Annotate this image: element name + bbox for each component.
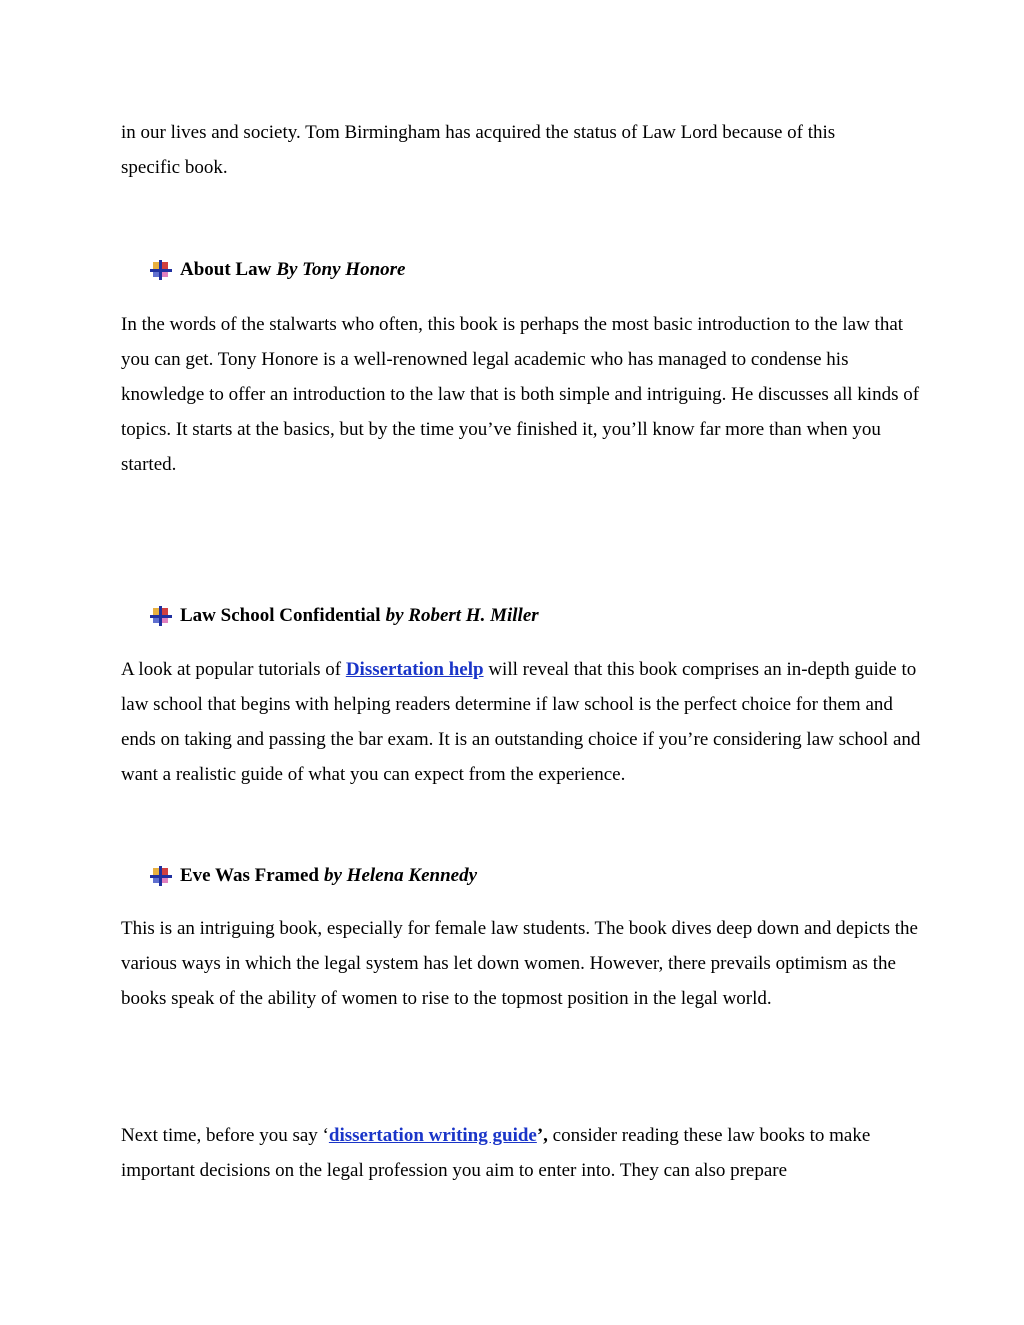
book-author: by Robert H. Miller xyxy=(385,605,539,626)
book-bullet-icon xyxy=(150,260,172,280)
book-description-law-school-confidential xyxy=(121,652,921,792)
description-text-before: A look at popular tutorials of xyxy=(121,659,342,680)
book-description-about-law: In the words of the stalwarts who often, this book is perhaps the most basic introduction to the law that you can get. Tony Honore is a well-renowned legal academic who has managed to condense his knowledge to offer an introduction to the law that is both simple and intriguing. He discusses all kinds of topics. It starts at the basics, but by the time you’ve finished it, you’ll know far more than when you started. xyxy=(121,314,920,475)
book-title: Eve Was Framed xyxy=(180,865,319,886)
book-heading-about-law xyxy=(150,257,405,283)
dissertation-help-link[interactable]: Dissertation help xyxy=(345,659,484,680)
intro-line-2: specific book. xyxy=(121,157,228,178)
closing-text-after: consider reading these law books to make important decisions on the legal profession you aim to enter into. They can also prepare xyxy=(121,1125,871,1181)
dissertation-writing-guide-link[interactable]: dissertation writing guide xyxy=(328,1125,537,1146)
book-title: About Law xyxy=(180,259,272,280)
book-author: By Tony Honore xyxy=(276,259,406,280)
book-title: Law School Confidential xyxy=(180,605,381,626)
book-heading-eve-was-framed xyxy=(150,863,477,889)
description-text-after: will reveal that this book comprises an in-depth guide to law school that begins with helping readers determine if law school is the perfect choice for them and ends on taking and passing the bar exam. It is an outstanding choice if you’re considering law school and want a realistic guide of what you can expect from the experience. xyxy=(121,659,921,785)
intro-line-1: in our lives and society. Tom Birmingham has acquired the status of Law Lord because of this xyxy=(121,122,836,143)
closing-quote-mark: ’, xyxy=(536,1125,548,1146)
book-heading-law-school-confidential xyxy=(150,603,539,629)
book-bullet-icon xyxy=(150,606,172,626)
closing-text-before: Next time, before you say ‘ xyxy=(121,1125,329,1146)
closing-paragraph xyxy=(121,1118,921,1188)
book-author: by Helena Kennedy xyxy=(323,865,478,886)
book-description-eve-was-framed: This is an intriguing book, especially for female law students. The book dives deep down and depicts the various ways in which the legal system has let down women. However, there prevails optimism as the books speak of the ability of women to rise to the topmost position in the legal world. xyxy=(121,918,918,1009)
intro-paragraph xyxy=(121,115,921,185)
book-bullet-icon xyxy=(150,866,172,886)
